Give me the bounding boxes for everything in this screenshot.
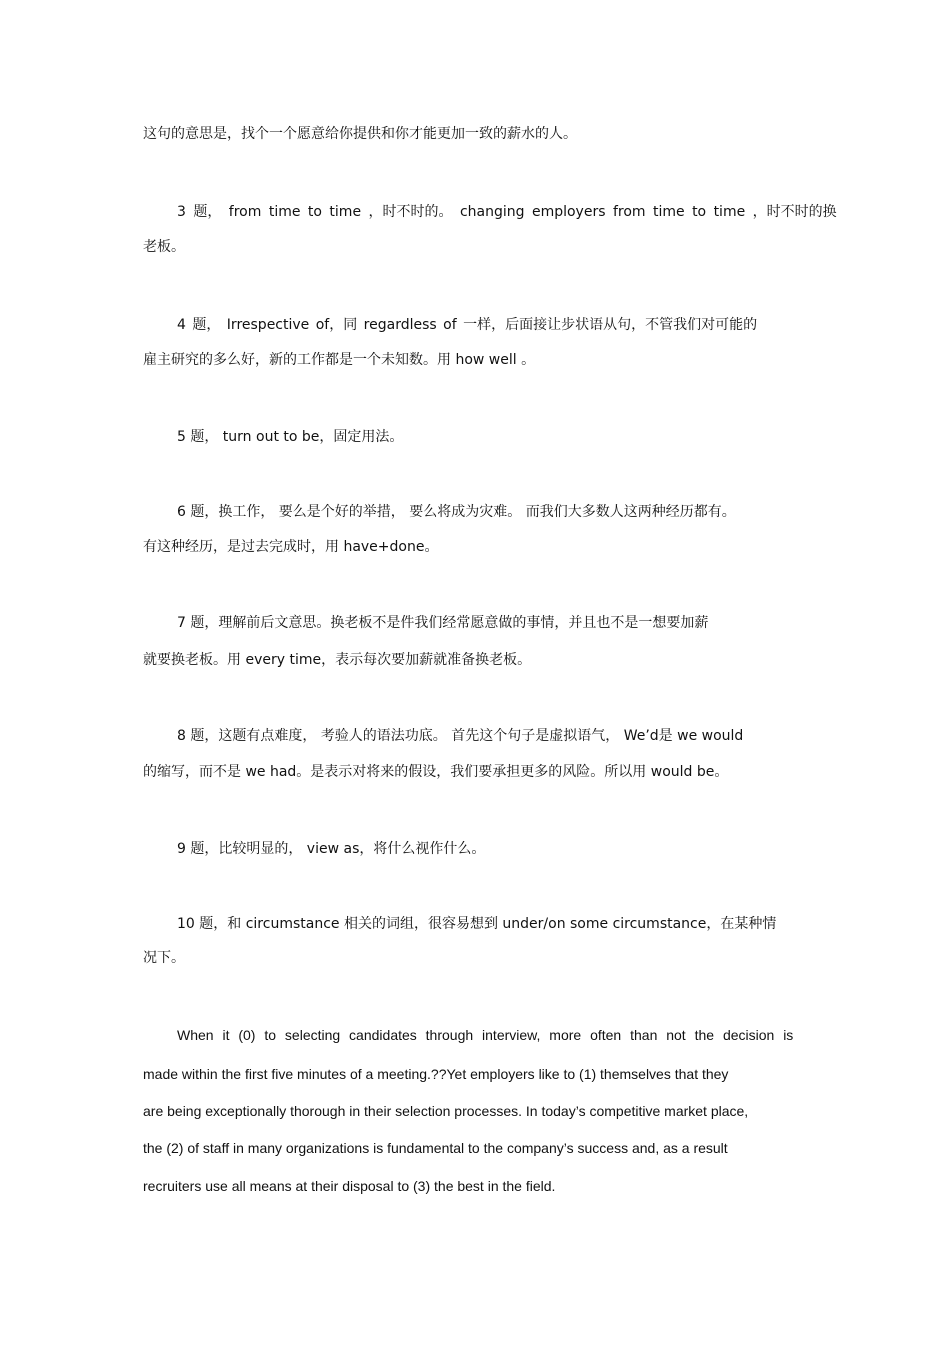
text-line: 况下。 — [143, 950, 185, 966]
text-line: 8 题，这题有点难度， 考验人的语法功底。 首先这个句子是虚拟语气， We’d是 we would — [177, 728, 744, 744]
text-line: 6 题，换工作， 要么是个好的举措， 要么将成为灾难。 而我们大多数人这两种经历都有。 — [177, 504, 736, 520]
passage-line: made within the first five minutes of a meeting.??Yet employers like to (1) themselves that they — [143, 1066, 729, 1082]
text-line: 有这种经历，是过去完成时，用 have+done。 — [143, 539, 439, 555]
text-line: 就要换老板。用 every time，表示每次要加薪就准备换老板。 — [143, 652, 532, 668]
text-line: 5 题， turn out to be，固定用法。 — [177, 429, 404, 445]
text-line: 3 题， from time to time ，时不时的。 changing employers from time to time ，时不时的换 — [177, 204, 837, 220]
text-line: 4 题， Irrespective of，同 regardless of 一样，后面接让步状语从句，不管我们对可能的 — [177, 317, 758, 333]
passage-line: are being exceptionally thorough in their selection processes. In today’s competitive market place, — [143, 1103, 749, 1119]
passage-line: the (2) of staff in many organizations is fundamental to the company’s success and, as a result — [143, 1140, 728, 1156]
text-line: 7 题，理解前后文意思。换老板不是件我们经常愿意做的事情，并且也不是一想要加薪 — [177, 615, 709, 631]
text-line: 这句的意思是，找个一个愿意给你提供和你才能更加一致的薪水的人。 — [143, 126, 577, 142]
text-line: 雇主研究的多么好，新的工作都是一个未知数。用 how well 。 — [143, 352, 536, 368]
text-line: 9 题，比较明显的， view as，将什么视作什么。 — [177, 841, 486, 857]
passage-line: When it (0) to selecting candidates through interview, more often than not the decision is — [177, 1027, 794, 1043]
text-line: 的缩写，而不是 we had。是表示对将来的假设，我们要承担更多的风险。所以用 would be。 — [143, 764, 729, 780]
passage-line: recruiters use all means at their disposal to (3) the best in the field. — [143, 1178, 556, 1194]
text-line: 10 题，和 circumstance 相关的词组，很容易想到 under/on some circumstance，在某种情 — [177, 916, 777, 932]
text-line: 老板。 — [143, 239, 185, 255]
